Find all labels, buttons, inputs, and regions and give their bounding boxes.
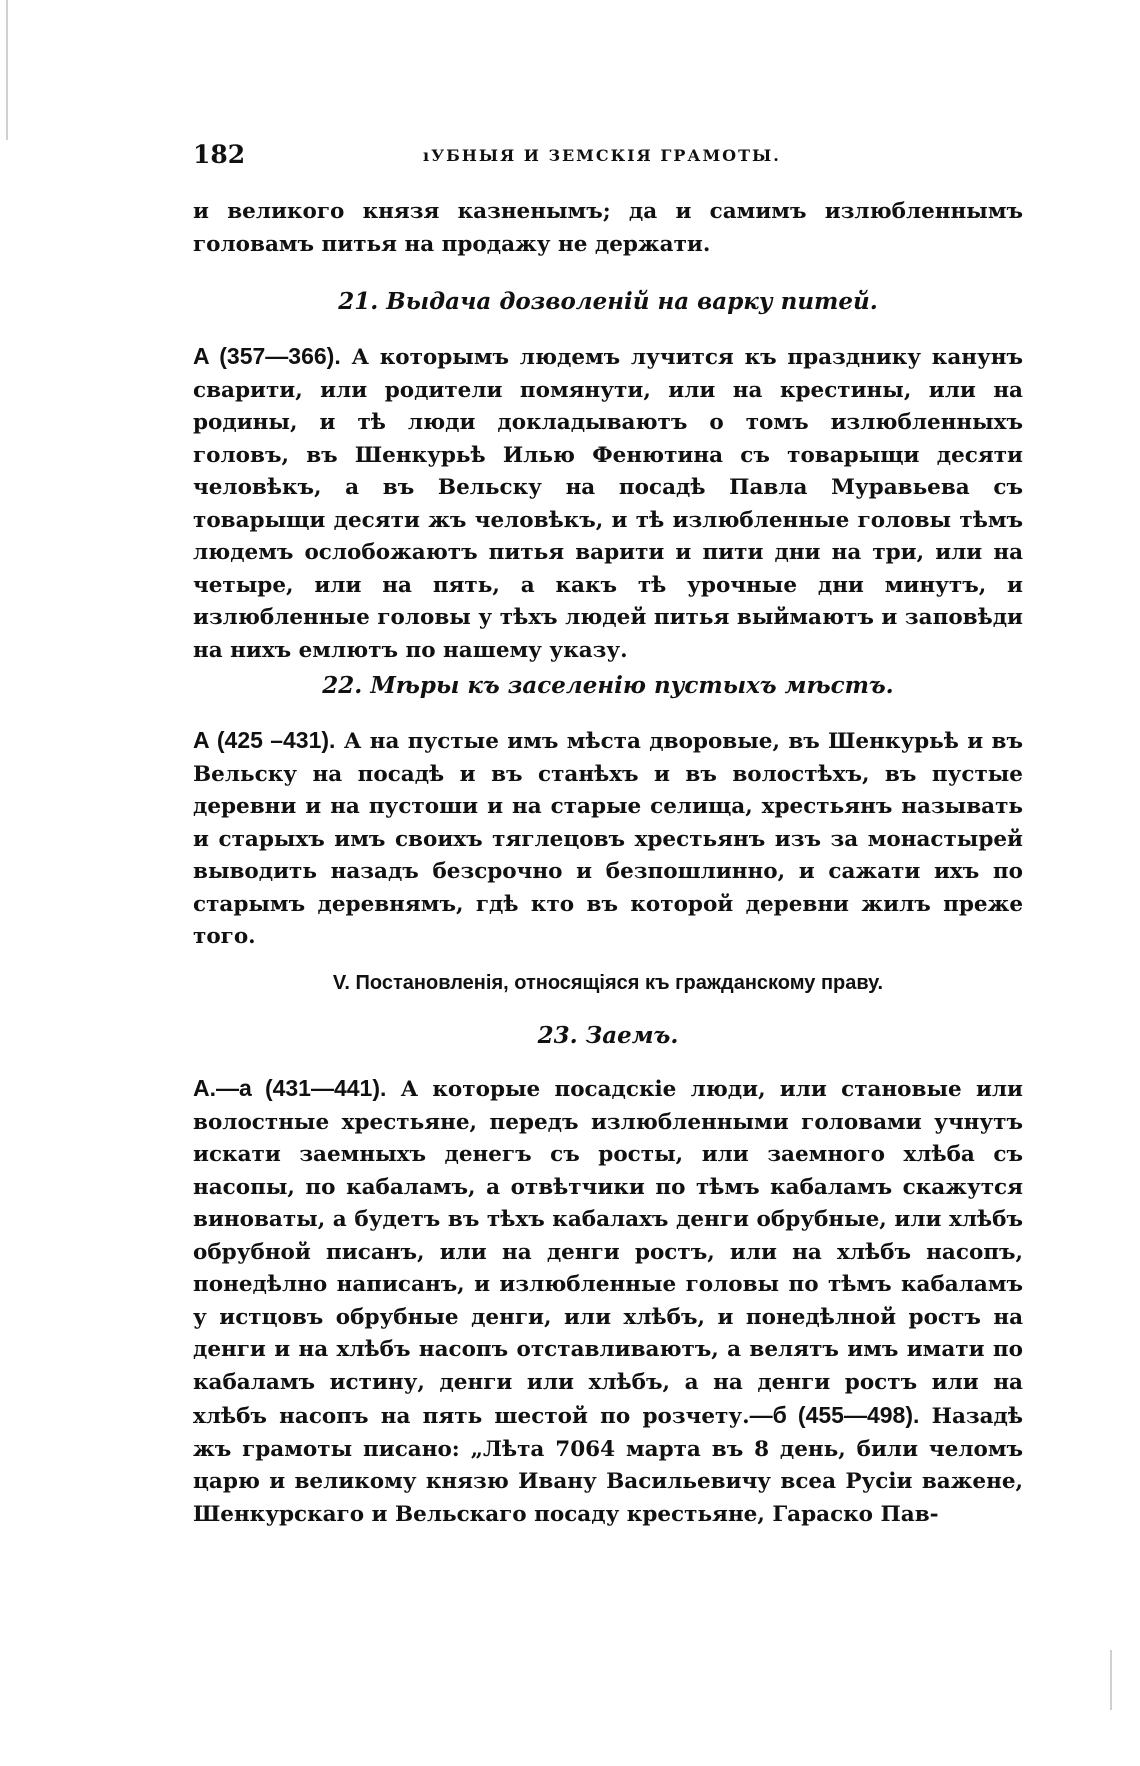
- intro-text: и великого князя казненымъ; да и самимъ излюбленнымъ головамъ питья на продажу не держати.: [193, 199, 1023, 257]
- chapter-5-heading: V. Постановленія, относящіяся къ гражданскому праву.: [332, 972, 884, 994]
- page-header: [193, 140, 1023, 180]
- scan-edge-line: [6, 0, 8, 140]
- section-22-paragraph: [193, 724, 1023, 954]
- section-22-text: А на пустые имъ мѣста дворовые, въ Шенкурьѣ и въ Вельску на посадѣ и въ станѣхъ и въ волостѣхъ, въ пустые деревни и на пустоши и на старые селища, хрестьянъ называть и старыхъ имъ своихъ тяглецовъ хрестьянъ изъ за монастырей выводить назадъ безсрочно и безпошлинно, и сажати ихъ по старымъ деревнямъ, гдѣ кто въ которой деревни жилъ преже того.: [193, 729, 1023, 949]
- section-22-heading: 22. Мѣры къ заселенію пустыхъ мѣстъ.: [322, 672, 894, 699]
- section-21-heading: 21. Выдача дозволеній на варку питей.: [338, 288, 878, 315]
- intro-paragraph: [193, 196, 1023, 261]
- section-23-text-2: Назадѣ жъ грамоты писано: „Лѣта 7064 марта въ 8 день, били челомъ царю и великому князю Ивану Васильевичу всеа Русіи важене, Шенкурскаго и Вельскаго посаду крестьяне, Гараско Пав-: [193, 1404, 1023, 1527]
- section-21-text: А которымъ людемъ лучится къ празднику канунъ сварити, или родители помянути, или на крестины, или на родины, и тѣ люди докладываютъ о томъ излюбленныхъ головъ, въ Шенкурьѣ Илью Фенютина съ товарыщи десяти человѣкъ, а въ Вельску на посадѣ Павла Муравьева съ товарыщи десяти жъ человѣкъ, и тѣ излюбленные головы тѣмъ людемъ ослобожаютъ питья варити и пити дни на три, или на четыре, или на пять, а какъ тѣ урочные дни минутъ, и излюбленные головы у тѣхъ людей питья выймаютъ и заповѣди на нихъ емлютъ по нашему указу.: [193, 345, 1023, 663]
- section-23-text: А которые посадскіе люди, или становые или волостные хрестьяне, передъ излюбленными головами учнутъ искати заемныхъ денегъ съ росты, или заемного хлѣба съ насопы, по кабаламъ, а отвѣтчики по тѣмъ кабаламъ скажутся виноваты, а будетъ въ тѣхъ кабалахъ денги обрубные, или хлѣбъ обрубной писанъ, или на денги ростъ, или на хлѣбъ насопъ, понедѣлно написанъ, и излюбленные головы по тѣмъ кабаламъ у истцовъ обрубные денги, или хлѣбъ, и понедѣлной ростъ на денги и на хлѣбъ насопъ отставливаютъ, а велятъ имъ имати по кабаламъ истину, денги или хлѣбъ, а на денги ростъ или на хлѣбъ насопъ на пять шестой по розчету.: [193, 1077, 1023, 1429]
- scan-edge-line-right: [1110, 1650, 1112, 1710]
- section-23-ref-2: —б (455—498).: [749, 1402, 920, 1428]
- section-22-ref: А (425 –431).: [193, 727, 336, 753]
- section-23-heading: 23. Заемъ.: [537, 1022, 679, 1049]
- page-number: 182: [193, 140, 246, 169]
- section-23-ref: А.—а (431—441).: [193, 1075, 387, 1101]
- section-23-paragraph: [193, 1072, 1023, 1531]
- section-21-ref: А (357—366).: [193, 343, 341, 369]
- running-head: ıУБНЫЯ И ЗЕМСКІЯ ГРАМОТЫ.: [423, 146, 781, 165]
- section-21-paragraph: [193, 340, 1023, 667]
